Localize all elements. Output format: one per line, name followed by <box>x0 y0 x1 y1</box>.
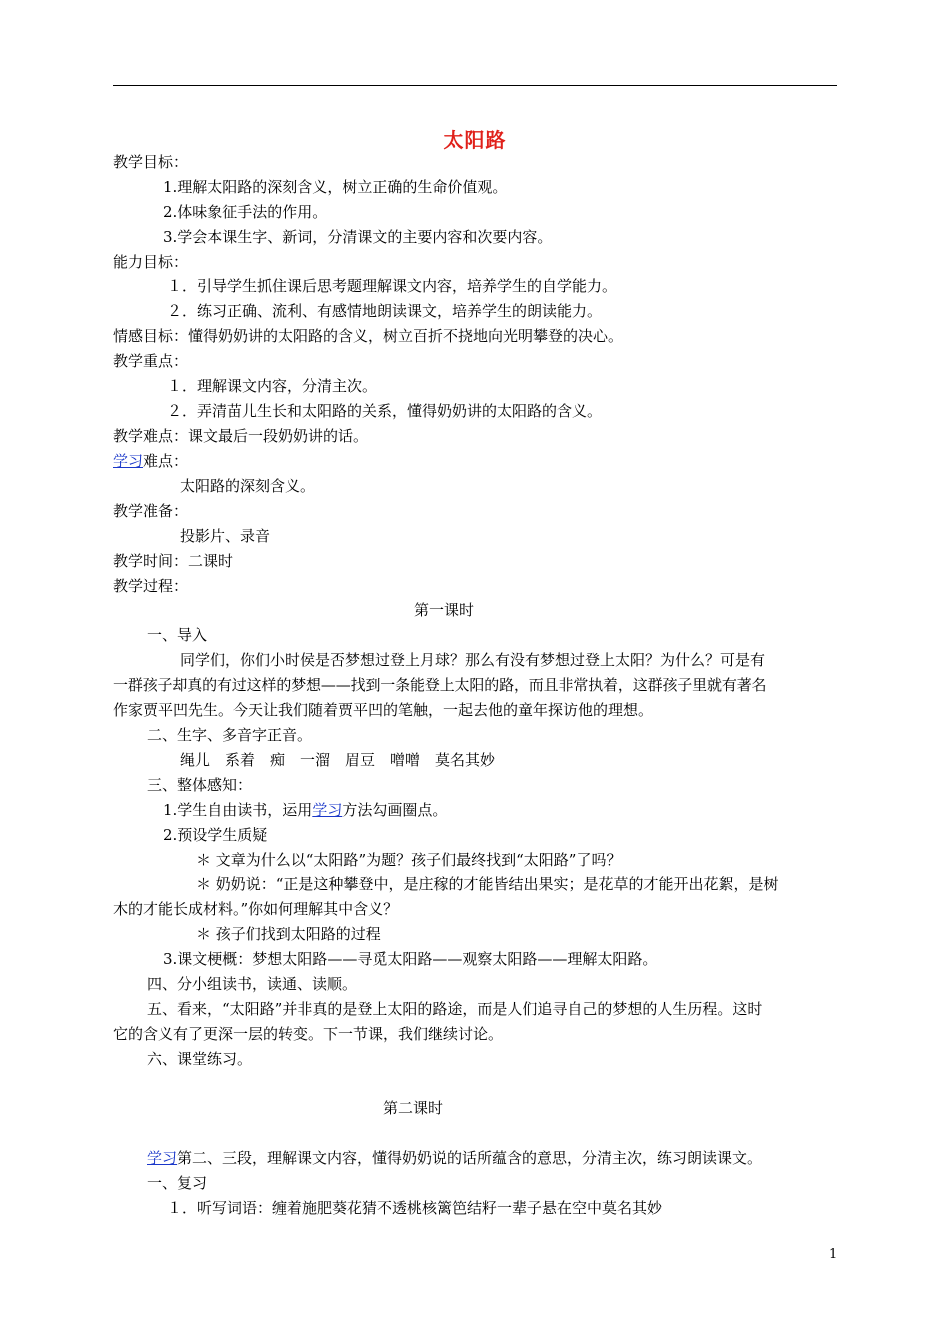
section-paragraph-line: 五、看来，“太阳路”并非真的是登上太阳的路途，而是人们追寻自己的梦想的人生历程。这时 <box>147 1000 763 1018</box>
question-item-continued: 木的才能长成材料。”你如何理解其中含义？ <box>113 900 399 918</box>
lesson-one-heading: 第一课时 <box>414 601 475 619</box>
section-heading: 一、导入 <box>147 626 208 644</box>
ability-item: １．引导学生抓住课后思考题理解课文内容，培养学生的自学能力。 <box>167 277 618 295</box>
section-heading: 四、分小组读书，读通、读顺。 <box>147 975 358 993</box>
key-point-item: ２．弄清苗儿生长和太阳路的关系，懂得奶奶讲的太阳路的含义。 <box>167 402 603 420</box>
teaching-difficulty: 教学难点：课文最后一段奶奶讲的话。 <box>113 427 369 445</box>
study-link[interactable]: 学习 <box>312 801 343 819</box>
intro-paragraph-line: 一群孩子却真的有过这样的梦想——找到一条能登上太阳的路，而且非常执着，这群孩子里就有著名 <box>113 676 767 694</box>
page-number: 1 <box>829 1247 838 1262</box>
page-title: 太阳路 <box>443 128 507 152</box>
section-heading: 六、课堂练习。 <box>147 1050 253 1068</box>
learning-difficulty-label: 难点： <box>143 452 189 470</box>
question-item: ＊ 孩子们找到太阳路的过程 <box>196 925 381 943</box>
intro-paragraph-line: 同学们，你们小时侯是否梦想过登上月球？那么有没有梦想过登上太阳？为什么？可是有 <box>180 651 766 669</box>
study-link[interactable]: 学习 <box>113 452 144 470</box>
question-item: ＊ 文章为什么以“太阳路”为题？孩子们最终找到“太阳路”了吗？ <box>196 851 622 869</box>
lesson-two-heading: 第二课时 <box>383 1099 444 1117</box>
question-item: ＊ 奶奶说：“正是这种攀登中，是庄稼的才能皆结出果实；是花草的才能开出花絮，是树 <box>196 875 779 893</box>
ability-item: ２．练习正确、流利、有感情地朗读课文，培养学生的朗读能力。 <box>167 302 603 320</box>
vocabulary-list: 绳儿 系着 痴 一溜 眉豆 噌噌 莫名其妙 <box>180 751 496 769</box>
teaching-time: 教学时间：二课时 <box>113 552 234 570</box>
heading-process: 教学过程： <box>113 577 189 595</box>
review-item: １．听写词语：缠着施肥葵花猜不透桃核篱笆结籽一辈子悬在空中莫名其妙 <box>167 1199 663 1217</box>
key-point-item: １．理解课文内容，分清主次。 <box>167 377 378 395</box>
header-rule <box>113 85 837 86</box>
perception-item: 2.预设学生质疑 <box>163 826 268 844</box>
intro-paragraph-line: 作家贾平凹先生。今天让我们随着贾平凹的笔触，一起去他的童年探访他的理想。 <box>113 701 654 719</box>
preparation-text: 投影片、录音 <box>180 527 271 545</box>
heading-key-points: 教学重点： <box>113 352 189 370</box>
section-heading: 一、复习 <box>147 1174 208 1192</box>
section-heading: 二、生字、多音字正音。 <box>147 726 313 744</box>
learning-difficulty-heading <box>113 451 188 471</box>
heading-ability-goals: 能力目标： <box>113 253 189 271</box>
goal-item: 1.理解太阳路的深刻含义，树立正确的生命价值观。 <box>163 178 508 196</box>
section-heading: 三、整体感知： <box>147 776 253 794</box>
lesson-two-goal: 学习第二、三段，理解课文内容，懂得奶奶说的话所蕴含的意思，分清主次，练习朗读课文。 <box>147 1149 763 1167</box>
learning-difficulty-text: 太阳路的深刻含义。 <box>180 477 316 495</box>
perception-item: 1.学生自由读书，运用学习方法勾画圈点。 <box>163 801 448 819</box>
heading-teaching-goals: 教学目标： <box>113 153 189 171</box>
heading-preparation: 教学准备： <box>113 502 189 520</box>
section-paragraph-line: 它的含义有了更深一层的转变。下一节课，我们继续讨论。 <box>113 1025 504 1043</box>
goal-item: 3.学会本课生字、新词，分清课文的主要内容和次要内容。 <box>163 228 553 246</box>
emotion-goals: 情感目标：懂得奶奶讲的太阳路的含义，树立百折不挠地向光明攀登的决心。 <box>113 327 624 345</box>
study-link[interactable]: 学习 <box>147 1149 178 1167</box>
perception-item: 3.课文梗概：梦想太阳路——寻觅太阳路——观察太阳路——理解太阳路。 <box>163 950 658 968</box>
goal-item: 2.体味象征手法的作用。 <box>163 203 328 221</box>
